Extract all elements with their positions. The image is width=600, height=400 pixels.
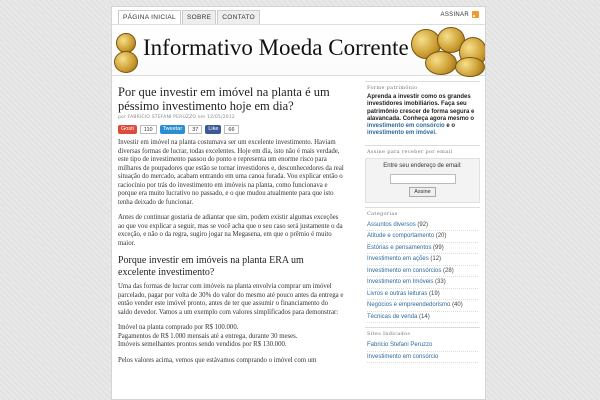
widget-title: Categorias — [367, 210, 398, 217]
list-item — [367, 340, 478, 352]
coins-left-image — [114, 27, 140, 75]
facebook-like-button[interactable]: Like — [205, 125, 221, 134]
widget-categories — [365, 207, 480, 324]
byline-prefix: por — [118, 115, 127, 120]
category-count: (12) — [430, 256, 442, 263]
tweet-button[interactable]: Tweetar — [160, 125, 186, 134]
page-wrapper — [111, 6, 486, 400]
widget-title: Assine para receber por email — [367, 148, 453, 155]
category-link[interactable]: Investimento em Imóveis — [367, 279, 434, 286]
category-count: (99) — [433, 244, 444, 251]
link-investimento-consorcio[interactable]: investimento em consórcio — [367, 123, 445, 130]
category-count: (19) — [429, 290, 440, 297]
category-count: (20) — [435, 233, 447, 240]
widget-email — [365, 145, 480, 203]
nav-about[interactable]: SOBRE — [182, 10, 216, 24]
widget-patrimonio — [365, 81, 480, 141]
email-label: Entre seu endereço de email: — [383, 162, 462, 169]
rss-icon — [472, 11, 479, 18]
widget-title: Sites Indicados — [367, 331, 411, 338]
category-list — [365, 220, 480, 324]
paragraph: Investir em imóvel na planta costumava ser um excelente investimento. Haviam diversas formas de lucrar, todas excelentes. Hoje em dia, isto não é mais verdade, este tipo de investimento passou do ponto e representa um enorme risco para milhares de poupadores que estão se tornar investidores e, desconhecedores da real situação do mercado, acabam entrando em uma canoa furada. Vou explicar então o raciocínio por trás do investimento em imóveis na planta, como funcionava e porque era muito lucrativo no passado, e o que mudou atualmente para que isto tenha deixado de funcionar. — [118, 139, 344, 206]
category-link[interactable]: Livros e outras leituras — [367, 290, 428, 297]
post-subheading: Porque investir em imóveis na planta ERA um excelente investimento? — [118, 255, 304, 278]
category-link[interactable]: Investimento em consórcios — [367, 267, 442, 274]
post-body — [118, 139, 344, 365]
email-form — [365, 158, 480, 203]
subscribe-button[interactable]: Assine — [409, 187, 436, 197]
post-title[interactable]: Por que investir em imóvel na planta é um péssimo investimento hoje em dia? — [118, 85, 330, 113]
email-input[interactable] — [390, 174, 456, 184]
post-content — [118, 85, 344, 372]
list-item — [367, 266, 478, 278]
nav-home[interactable]: PÁGINA INICIAL — [118, 10, 181, 24]
list-item — [367, 231, 478, 243]
tweet-count: 37 — [188, 125, 202, 134]
byline-on: em — [197, 115, 206, 120]
list-item — [367, 300, 478, 312]
post-date: 12/05/2012 — [207, 115, 235, 120]
gplus-count: 110 — [140, 125, 157, 134]
paragraph: Uma das formas de lucrar com imóveis na planta envolvia comprar um imóvel parcelado, pagar por volta de 30% do valor do mesmo até pouco antes da entrega e então vender este imóvel pronto, antes de ter que assumir o financiamento do saldo devedor. Vamos a um exemplo com valores simplificados para demonstrar: — [118, 283, 344, 316]
post-byline — [118, 115, 344, 120]
list-item — [367, 254, 478, 266]
author-link[interactable]: FABRICIO STEFANI PERUZZO — [127, 115, 197, 120]
category-link[interactable]: Estórias e pensamentos — [367, 244, 432, 251]
category-count: (92) — [417, 221, 429, 228]
category-link[interactable]: Técnicas de venda — [367, 313, 418, 320]
coins-right-image — [407, 27, 486, 75]
subscribe-link[interactable] — [441, 11, 479, 18]
list-item — [367, 277, 478, 289]
site-link[interactable]: Fabricio Stefani Peruzzo — [367, 342, 433, 349]
top-nav — [118, 10, 261, 24]
promo-text-mid: e o — [446, 123, 456, 130]
list-item — [367, 220, 478, 232]
facebook-count: 66 — [224, 125, 238, 134]
share-bar — [118, 124, 344, 134]
example-line: Imóvel na planta comprado por R$ 100.000. — [118, 324, 239, 331]
sidebar — [365, 81, 480, 367]
example-line: Imóveis semelhantes prontos sendo vendidos por R$ 130.000. — [118, 341, 287, 348]
category-count: (28) — [443, 267, 454, 274]
paragraph: Pelos valores acima, vemos que estávamos comprando o imóvel com um — [118, 356, 317, 364]
promo-text-start: Aprenda a investir como os grandes investidores imobiliários. Faça seu patrimônio crescer de forma segura e alavancada. Conheça agora mesmo o — [367, 94, 475, 122]
widget-title: Forme patrimônio — [367, 85, 418, 91]
category-count: (40) — [452, 302, 463, 309]
category-link[interactable]: Investimento em ações — [367, 256, 429, 263]
paragraph: Antes de continuar gostaria de adiantar que sim, podem existir algumas exceções ao que vou explicar a seguir, mas se você acha que o seu caso será justamente o da exceção, e não o da regra, sugiro jogar na Megasena, em que o prêmio é muito maior. — [118, 214, 343, 247]
promo-text — [365, 94, 480, 141]
category-count: (33) — [435, 279, 446, 286]
example-line: Pagamentos de R$ 1.000 mensais até a entrega, durante 30 meses. — [118, 332, 298, 340]
category-link[interactable]: Assuntos diversos — [367, 221, 416, 228]
subscribe-label: ASSINAR — [440, 11, 469, 18]
category-link[interactable]: Negócios e empreendedorismo — [367, 302, 451, 309]
site-header — [112, 24, 486, 76]
link-investimento-imovel[interactable]: investimento em imóvel. — [367, 130, 437, 137]
gplus-button[interactable]: Gosti — [118, 125, 137, 134]
category-link[interactable]: Atitude e comportamento — [367, 233, 435, 240]
list-item — [367, 243, 478, 255]
list-item — [367, 352, 478, 364]
example-block — [118, 324, 344, 350]
site-title[interactable]: Informativo Moeda Corrente — [143, 35, 409, 60]
list-item — [367, 312, 478, 324]
category-count: (14) — [419, 313, 430, 320]
list-item — [367, 289, 478, 301]
widget-sites — [365, 327, 480, 363]
sites-list — [365, 340, 480, 363]
site-link[interactable]: Investimento em consórcio — [367, 353, 439, 360]
nav-contact[interactable]: CONTATO — [217, 10, 260, 24]
